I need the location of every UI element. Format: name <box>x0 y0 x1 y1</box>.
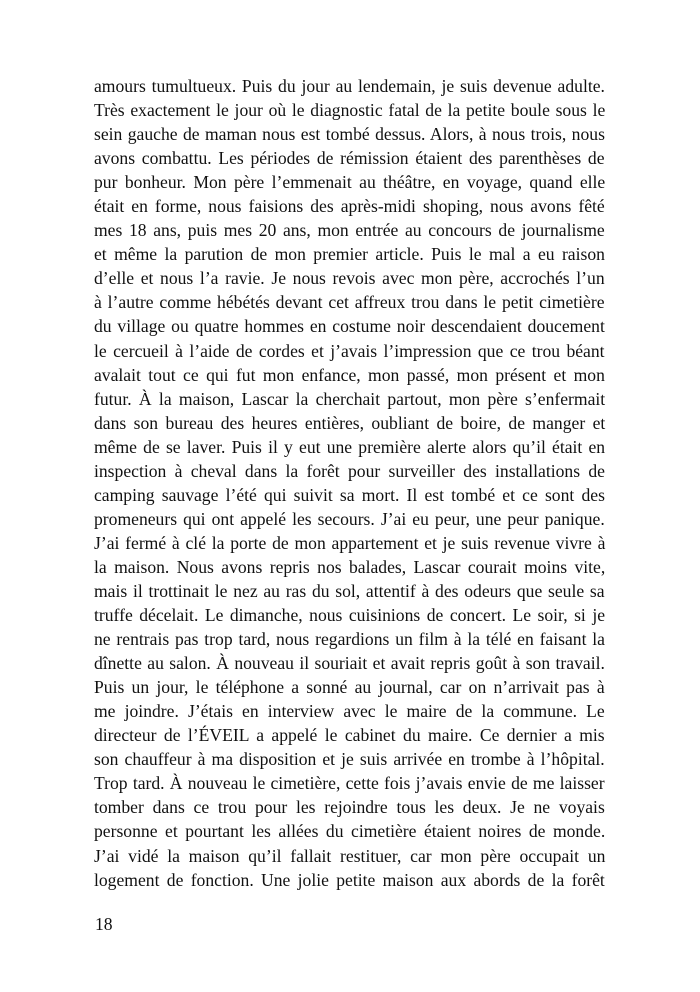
text-line: avalait tout ce qui fut mon enfance, mon passé, mon présent et mon <box>94 364 605 385</box>
text-line: était en forme, nous faisions des après-midi shoping, nous avons fêté <box>94 196 605 217</box>
text-line: logement de fonction. Une jolie petite maison aux abords de la forêt <box>94 869 605 890</box>
text-line: mais il trottinait le nez au ras du sol, attentif à des odeurs que seule sa <box>94 580 605 601</box>
text-line: personne et pourtant les allées du cimetière étaient noires de monde. <box>94 821 606 842</box>
text-line: et même la parution de mon premier article. Puis le mal a eu raison <box>94 244 605 265</box>
text-line: mes 18 ans, puis mes 20 ans, mon entrée au concours de journalisme <box>94 220 605 241</box>
text-line: me joindre. J’étais en interview avec le maire de la commune. Le <box>94 701 605 722</box>
text-line: ne rentrais pas trop tard, nous regardions un film à la télé en faisant la <box>94 629 605 650</box>
text-line: amours tumultueux. Puis du jour au lendemain, je suis devenue adulte. <box>94 76 605 96</box>
text-line: à l’autre comme hébétés devant cet affreux trou dans le petit cimetière <box>94 292 605 313</box>
text-line: Très exactement le jour où le diagnostic fatal de la petite boule sous le <box>94 100 606 121</box>
text-line: futur. À la maison, Lascar la cherchait partout, mon père s’enfermait <box>94 388 606 409</box>
text-line: d’elle et nous l’a ravie. Je nous revois avec mon père, accrochés l’un <box>94 268 605 289</box>
text-line: pur bonheur. Mon père l’emmenait au théâtre, en voyage, quand elle <box>94 172 606 193</box>
text-line: inspection à cheval dans la forêt pour surveiller des installations de <box>94 460 605 481</box>
text-line: dans son bureau des heures entières, oubliant de boire, de manger et <box>94 412 606 433</box>
text-line: Trop tard. À nouveau le cimetière, cette fois j’avais envie de me laisser <box>94 773 605 794</box>
text-line: du village ou quatre hommes en costume noir descendaient doucement <box>94 316 605 337</box>
text-line: tomber dans ce trou pour les rejoindre tous les deux. Je ne voyais <box>94 797 605 818</box>
text-line: dînette au salon. À nouveau il souriait et avait repris goût à son travail. <box>94 653 605 674</box>
text-line: même de se laver. Puis il y eut une première alerte alors qu’il était en <box>94 436 606 457</box>
text-line: sein gauche de maman nous est tombé dessus. Alors, à nous trois, nous <box>94 124 605 145</box>
text-line: promeneurs qui ont appelé les secours. J’ai eu peur, une peur panique. <box>94 508 605 529</box>
text-line: avons combattu. Les périodes de rémission étaient des parenthèses de <box>94 148 605 169</box>
text-line: camping sauvage l’été qui suivit sa mort. Il est tombé et ce sont des <box>94 484 605 505</box>
text-line: le cercueil à l’aide de cordes et j’avais l’impression que ce trou béant <box>94 340 605 361</box>
text-line: son chauffeur à ma disposition et je suis arrivée en trombe à l’hôpital. <box>94 749 605 770</box>
text-line: la maison. Nous avons repris nos balades, Lascar courait moins vite, <box>94 556 606 577</box>
text-line: Puis un jour, le téléphone a sonné au journal, car on n’arrivait pas à <box>94 677 605 698</box>
text-line: J’ai vidé la maison qu’il fallait restituer, car mon père occupait un <box>94 845 606 866</box>
text-line: directeur de l’ÉVEIL a appelé le cabinet du maire. Ce dernier a mis <box>94 725 605 746</box>
page-number: 18 <box>95 914 113 934</box>
body-text <box>94 74 605 892</box>
text-line: truffe décelait. Le dimanche, nous cuisinions de concert. Le soir, si je <box>94 605 606 626</box>
text-line: J’ai fermé à clé la porte de mon appartement et je suis revenue vivre à <box>94 532 606 553</box>
